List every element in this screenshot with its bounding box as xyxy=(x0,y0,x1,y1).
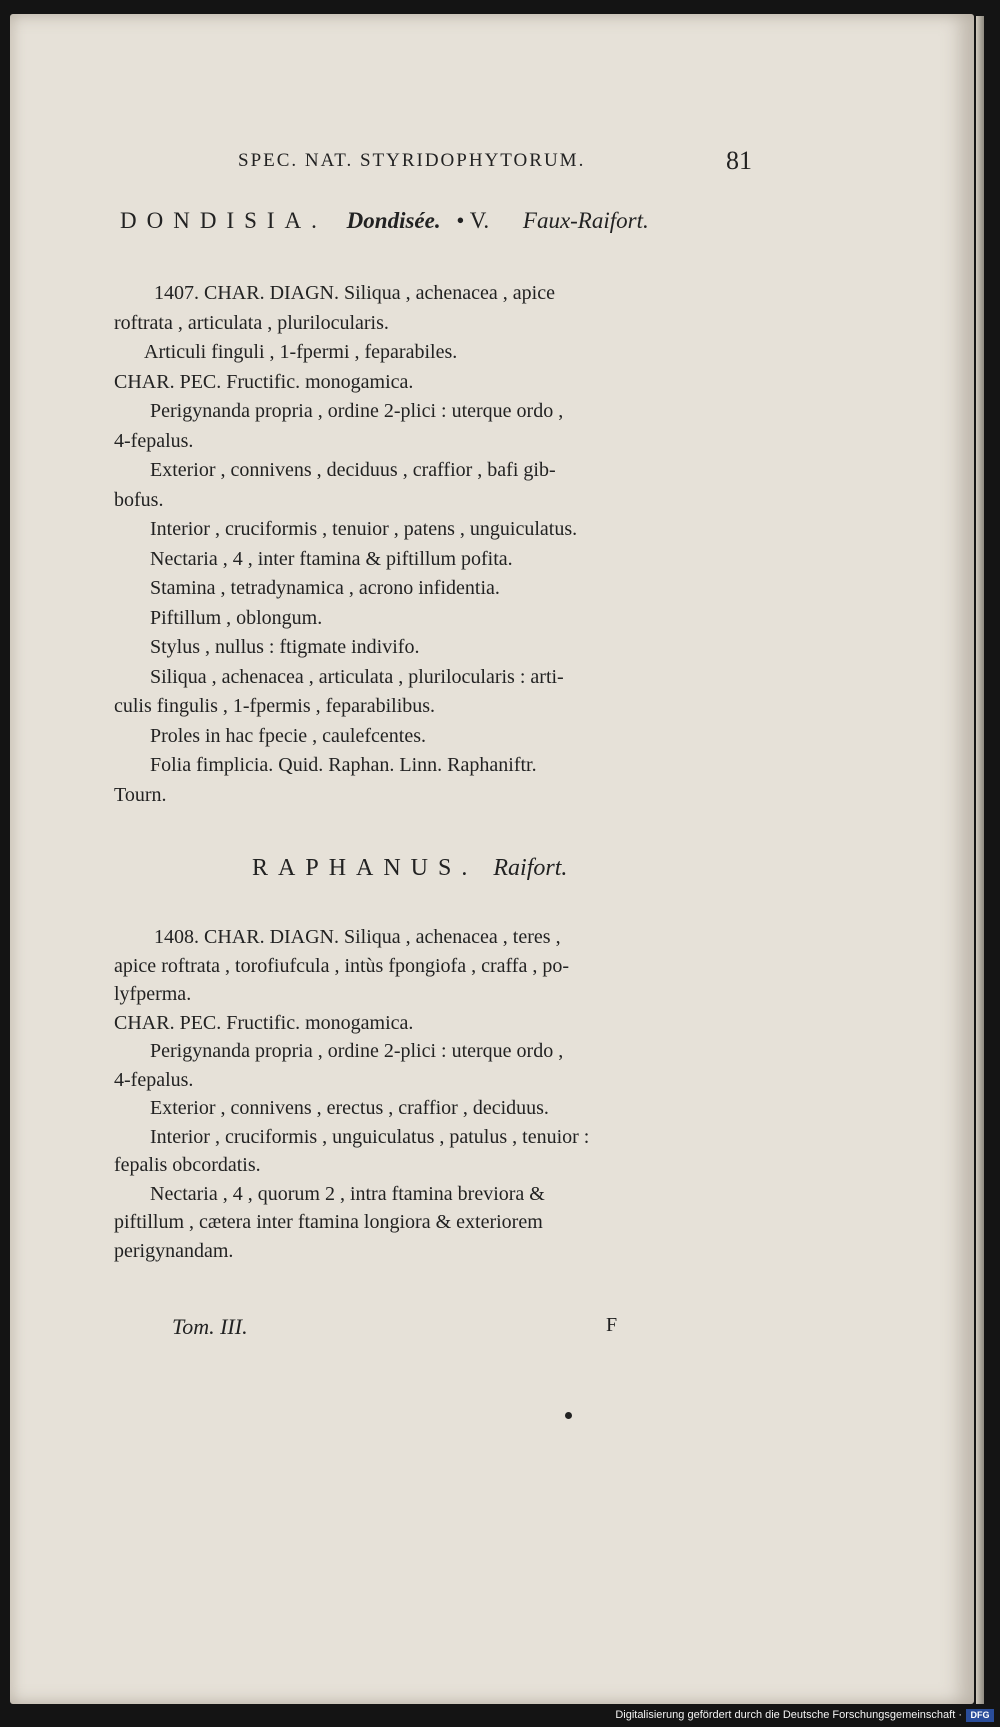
text-line: Articuli finguli , 1-fpermi , feparabiles. xyxy=(144,341,458,363)
text-line: Interior , cruciformis , unguiculatus , patulus , tenuior : xyxy=(150,1125,590,1148)
genus-heading-raphanus xyxy=(252,855,567,882)
text-line: Perigynanda propria , ordine 2-plici : uterque ordo , xyxy=(150,400,564,422)
page-number: 81 xyxy=(726,146,752,175)
text-line: Stamina , tetradynamica , acrono infidentia. xyxy=(150,577,500,599)
text-line: Nectaria , 4 , quorum 2 , intra ftamina breviora & xyxy=(150,1182,545,1205)
text-line: Proles in hac fpecie , caulefcentes. xyxy=(150,724,426,747)
entry-1408 xyxy=(114,924,754,1284)
text-line: 4-fepalus. xyxy=(114,429,194,452)
text-line: fepalis obcordatis. xyxy=(114,1154,261,1176)
volume-label: Tom. III. xyxy=(172,1314,248,1339)
text-line: Tourn. xyxy=(114,783,167,806)
text-line: Piftillum , oblongum. xyxy=(150,606,323,629)
dfg-logo: DFG xyxy=(966,1709,994,1722)
text-line: Folia fimplicia. Quid. Raphan. Linn. Raphaniftr. xyxy=(150,754,537,776)
genus-name: DONDISIA. xyxy=(120,208,327,233)
genus-alt-name: Faux-Raifort. xyxy=(522,208,649,233)
text-line: perigynandam. xyxy=(114,1239,234,1262)
genus-name: RAPHANUS. xyxy=(252,855,478,881)
text-line: Siliqua , achenacea , articulata , plurilocularis : arti- xyxy=(150,665,564,688)
text-line: 4-fepalus. xyxy=(114,1068,194,1091)
text-line: roftrata , articulata , plurilocularis. xyxy=(114,311,389,334)
genus-heading-dondisia xyxy=(120,208,649,234)
text-line: 1408. CHAR. DIAGN. Siliqua , achenacea , teres , xyxy=(154,926,561,948)
text-line: bofus. xyxy=(114,488,164,511)
text-line: Stylus , nullus : ftigmate indivifo. xyxy=(150,636,420,658)
signature-mark: F xyxy=(606,1314,618,1336)
text-line: culis fingulis , 1-fpermis , feparabilibus. xyxy=(114,695,436,717)
text-line: piftillum , cætera inter ftamina longiora & exteriorem xyxy=(114,1211,543,1233)
text-line: 1407. CHAR. DIAGN. Siliqua , achenacea , apice xyxy=(154,282,555,304)
text-line: Nectaria , 4 , inter ftamina & piftillum pofita. xyxy=(150,547,513,570)
genus-french: Dondisée. xyxy=(346,208,441,233)
genus-marker: • V. xyxy=(456,208,490,233)
entry-1407 xyxy=(114,280,754,820)
page-edge xyxy=(976,16,984,1704)
text-line: apice roftrata , torofiufcula , intùs fpongiofa , craffa , po- xyxy=(114,954,569,977)
genus-french: Raifort. xyxy=(493,855,568,881)
text-line: Interior , cruciformis , tenuior , patens , unguiculatus. xyxy=(150,518,578,540)
text-line: CHAR. PEC. Fructific. monogamica. xyxy=(114,1011,414,1034)
text-line: CHAR. PEC. Fructific. monogamica. xyxy=(114,370,414,393)
ink-dot xyxy=(565,1412,572,1419)
footer-bar xyxy=(0,1704,1000,1727)
text-line: Exterior , connivens , erectus , craffior , deciduus. xyxy=(150,1097,549,1119)
text-line: Perigynanda propria , ordine 2-plici : uterque ordo , xyxy=(150,1040,564,1062)
text-line: Exterior , connivens , deciduus , craffior , bafi gib- xyxy=(150,459,556,481)
running-title: SPEC. NAT. STYRIDOPHYTORUM. xyxy=(238,150,586,171)
text-line: lyfperma. xyxy=(114,983,192,1005)
digitization-credit: Digitalisierung gefördert durch die Deutsche Forschungsgemeinschaft · xyxy=(615,1709,962,1721)
